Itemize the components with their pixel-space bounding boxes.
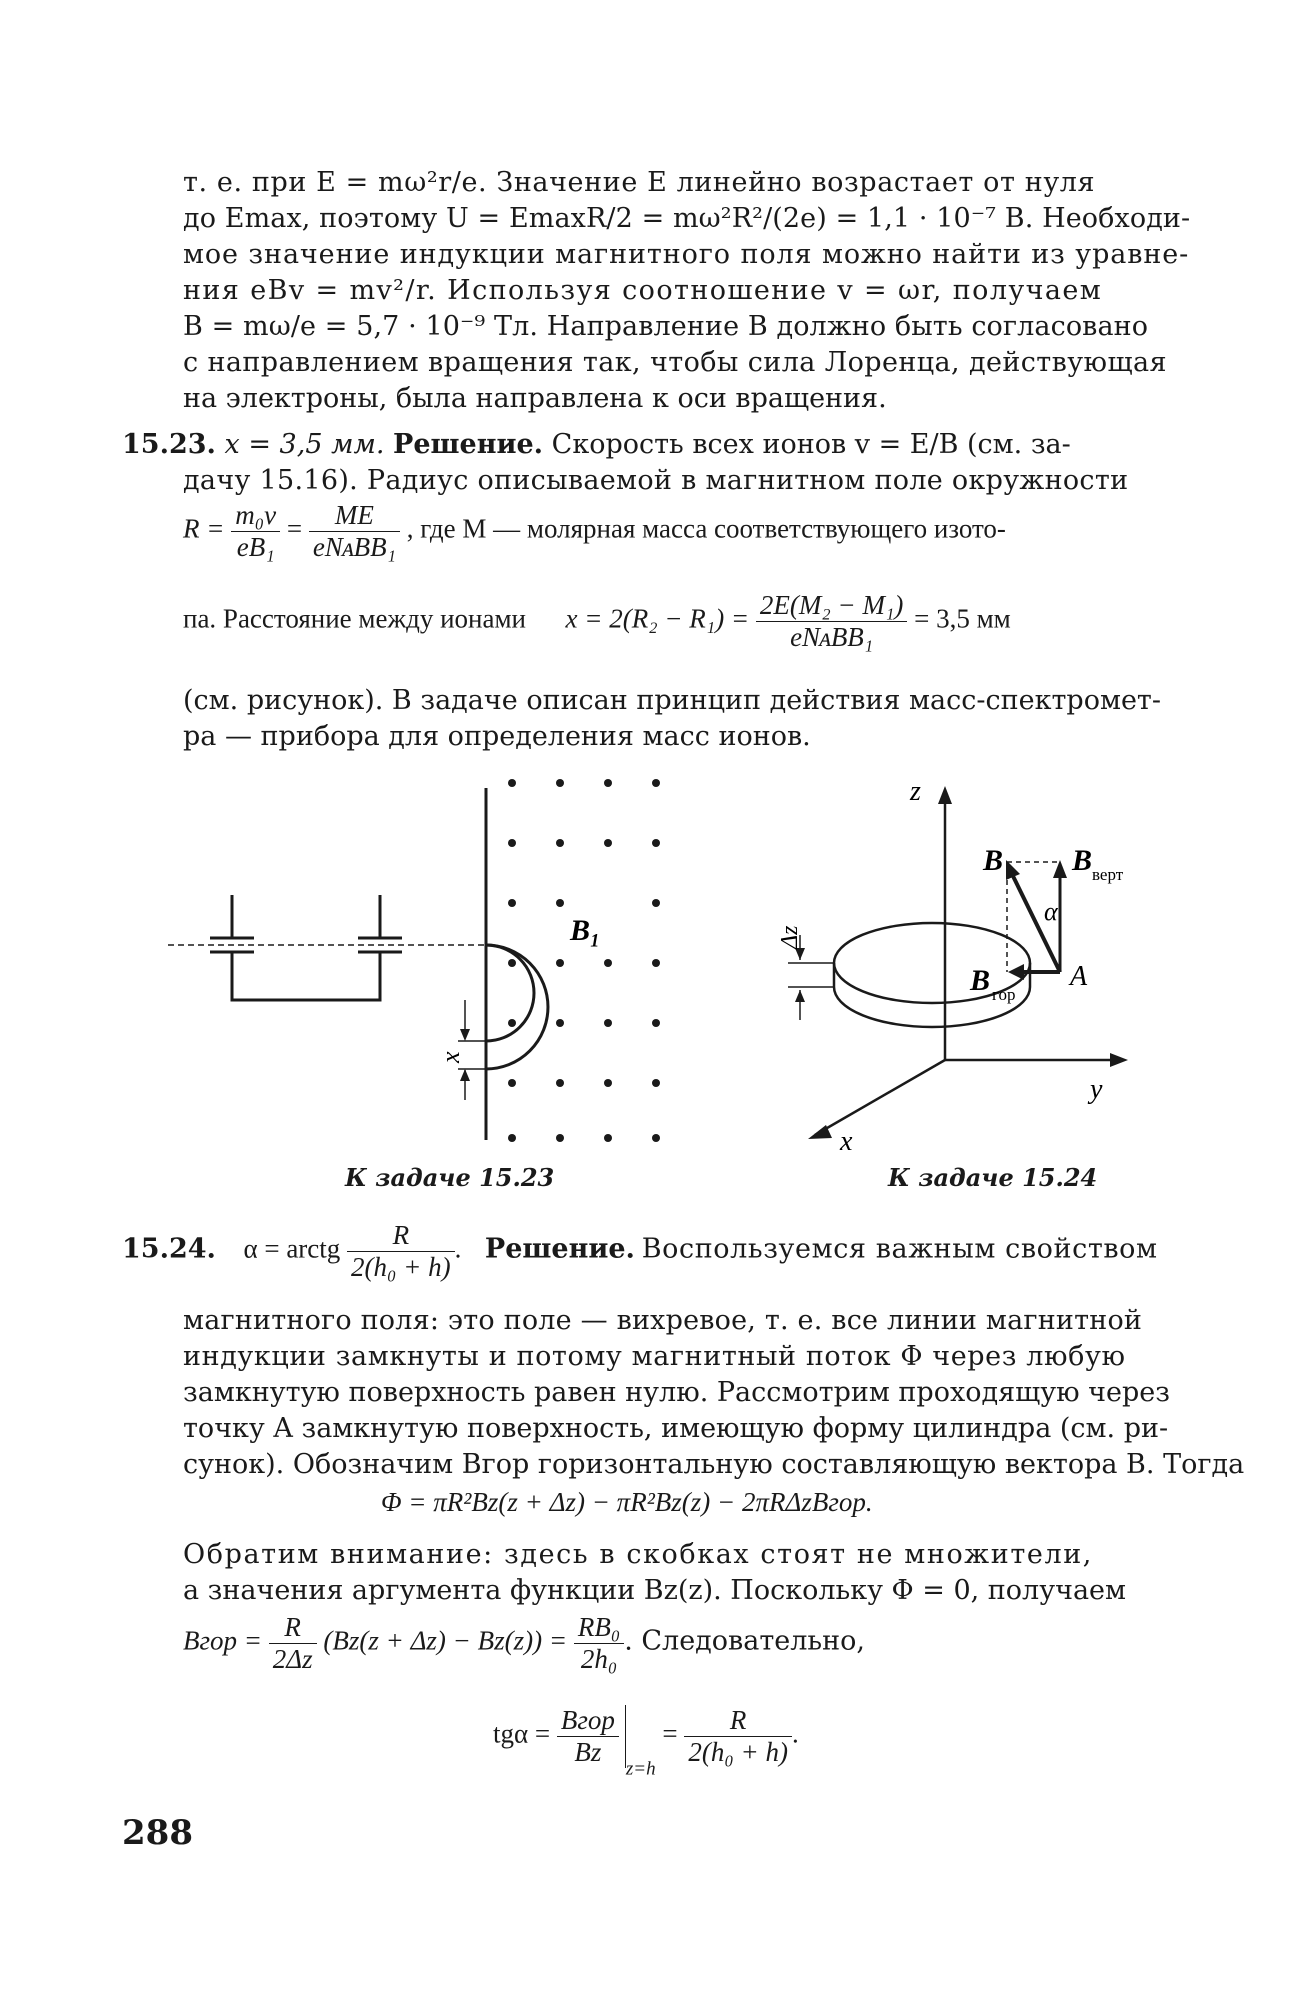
flux-formula: Φ = πR²Bz(z + Δz) − πR²Bz(z) − 2πRΔzBгор. [381, 1487, 873, 1517]
fraction [269, 1612, 317, 1675]
numerator: Bгор [557, 1705, 619, 1737]
numerator: R [684, 1705, 792, 1737]
denominator: 2h₀ [580, 1644, 618, 1674]
text-line: замкнутую поверхность равен нулю. Рассмотрим проходящую через [183, 1377, 1171, 1408]
fraction [574, 1612, 624, 1675]
denominator: eB₁ [236, 532, 275, 562]
fraction [309, 500, 400, 563]
label-B1: B₁ [570, 914, 601, 947]
formula-lhs: α = arctg [243, 1233, 341, 1264]
numerator: RB₀ [574, 1612, 624, 1644]
problem-label: 15.23. [122, 429, 216, 460]
text-line: т. е. при E = mω²r/e. Значение E линейно возрастает от нуля [183, 167, 1096, 198]
problem-answer: x = 3,5 мм. [224, 429, 385, 460]
evaluation-subscript: z=h [625, 1758, 656, 1780]
text-line: точку A замкнутую поверхность, имеющую форму цилиндра (см. ри- [183, 1413, 1169, 1444]
arrowhead-dz [795, 990, 805, 1002]
label-Bvert-subscript: верт [1092, 865, 1124, 884]
trajectory-large [486, 945, 548, 1069]
arrowhead-z [938, 786, 952, 804]
label-y: y [1090, 1074, 1103, 1105]
text-line: B = mω/e = 5,7 · 10⁻⁹ Тл. Направление B должно быть согласовано [183, 311, 1149, 342]
label-dz: Δz [777, 925, 803, 949]
formula-distance [183, 590, 1011, 653]
text-fragment: Скорость всех ионов v = E/B (см. за- [551, 429, 1071, 460]
equals: = [662, 1718, 678, 1749]
arrowhead-Bgor [1008, 964, 1024, 980]
text-line: Обратим внимание: здесь в скобках стоят не множители, [183, 1539, 1093, 1570]
answer-line: 15.24. α = arctg $\frac{R}{\text{2(h₀ + h)}}$ . Решение. Воспользуемся важным свойством [122, 1220, 1158, 1282]
denominator: eNᴀBB₁ [312, 532, 396, 562]
text-fragment: па. Расстояние между ионами [183, 603, 527, 634]
text-line: дачу 15.16). Радиус описываемой в магнитном поле окружности [183, 465, 1129, 496]
formula-lhs: tgα = [493, 1718, 551, 1749]
label-Bvert: B [1072, 844, 1093, 877]
figure-caption: К задаче 15.24 [888, 1163, 1098, 1192]
numerator: 2E(M₂ − M₁) [756, 590, 907, 622]
label-x: x [840, 1126, 853, 1157]
denominator: 2Δz [272, 1644, 313, 1674]
arrowhead [460, 1029, 470, 1041]
formula-radius [183, 500, 1006, 563]
text-line: магнитного поля: это поле — вихревое, т. е. все линии магнитной [183, 1305, 1143, 1336]
numerator: R [347, 1220, 455, 1252]
solution-word: Решение. [393, 429, 544, 460]
denominator: 2(h₀ + h) [351, 1252, 451, 1282]
numerator: ME [309, 500, 400, 532]
text-line: до Emax, поэтому U = EmaxR/2 = mω²R²/(2e) = 1,1 · 10⁻⁷ В. Необходи- [183, 203, 1191, 234]
text-line: сунок). Обозначим Bгор горизонтальную составляющую вектора B. Тогда [183, 1449, 1245, 1480]
label-z: z [910, 780, 921, 807]
label-Bgor: B [970, 964, 991, 997]
label-Bgor-subscript: гор [992, 985, 1016, 1004]
text-line: ния eBv = mv²/r. Используя соотношение v = ωr, получаем [183, 275, 1103, 306]
label-x: x [436, 1051, 465, 1063]
wire [232, 952, 380, 1000]
formula-Bgor [183, 1612, 865, 1675]
label-B: B [983, 844, 1004, 877]
label-A: A [1070, 961, 1088, 992]
figure-15-23 [160, 770, 680, 1160]
numerator: m₀v [231, 500, 280, 532]
fraction [231, 500, 280, 563]
formula-lhs: R = [183, 513, 225, 544]
problem-label: 15.24. [122, 1233, 216, 1265]
text-fragment: Воспользуемся важным свойством [641, 1233, 1158, 1265]
fraction [557, 1705, 626, 1768]
text-fragment: , где M — молярная масса соответствующего изото- [406, 513, 1006, 544]
text-fragment: . Следовательно, [624, 1625, 865, 1657]
formula-lhs: x = 2(R₂ − R₁) = [565, 603, 750, 634]
field-dots [508, 779, 660, 1142]
text-line: индукции замкнуты и потому магнитный поток Φ через любую [183, 1341, 1126, 1372]
text-line: с направлением вращения так, чтобы сила Лоренца, действующая [183, 347, 1167, 378]
figure-caption: К задаче 15.23 [345, 1163, 555, 1192]
text-line: ра — прибора для определения масс ионов. [183, 721, 811, 752]
equals: = [286, 513, 303, 544]
denominator: eNᴀBB₁ [790, 622, 874, 652]
text-line: (см. рисунок). В задаче описан принцип действия масс-спектромет- [183, 685, 1161, 716]
text-line: мое значение индукции магнитного поля можно найти из уравне- [183, 239, 1190, 270]
numerator: R [269, 1612, 317, 1644]
arrowhead [460, 1069, 470, 1081]
denominator: Bz [574, 1737, 602, 1767]
fraction [756, 590, 907, 653]
arrowhead-y [1110, 1053, 1128, 1067]
axis-x [815, 1060, 945, 1135]
formula-rhs: = 3,5 мм [914, 603, 1011, 634]
page-number: 288 [122, 1813, 193, 1853]
fraction [684, 1705, 792, 1768]
label-alpha: α [1044, 897, 1058, 926]
period: . [791, 1718, 799, 1749]
formula-lhs: Bгор = [183, 1625, 262, 1656]
denominator: 2(h₀ + h) [688, 1737, 788, 1767]
formula-middle: (Bz(z + Δz) − Bz(z)) = [323, 1625, 568, 1656]
fraction [347, 1220, 455, 1283]
text-line: а значения аргумента функции Bz(z). Поскольку Φ = 0, получаем [183, 1575, 1127, 1606]
solution-word: Решение. [484, 1233, 635, 1265]
arrowhead-B [1006, 860, 1020, 880]
formula-tg [493, 1705, 799, 1781]
problem-line [122, 427, 1071, 463]
text-line: на электроны, была направлена к оси вращения. [183, 383, 887, 414]
figure-15-24 [770, 780, 1140, 1160]
